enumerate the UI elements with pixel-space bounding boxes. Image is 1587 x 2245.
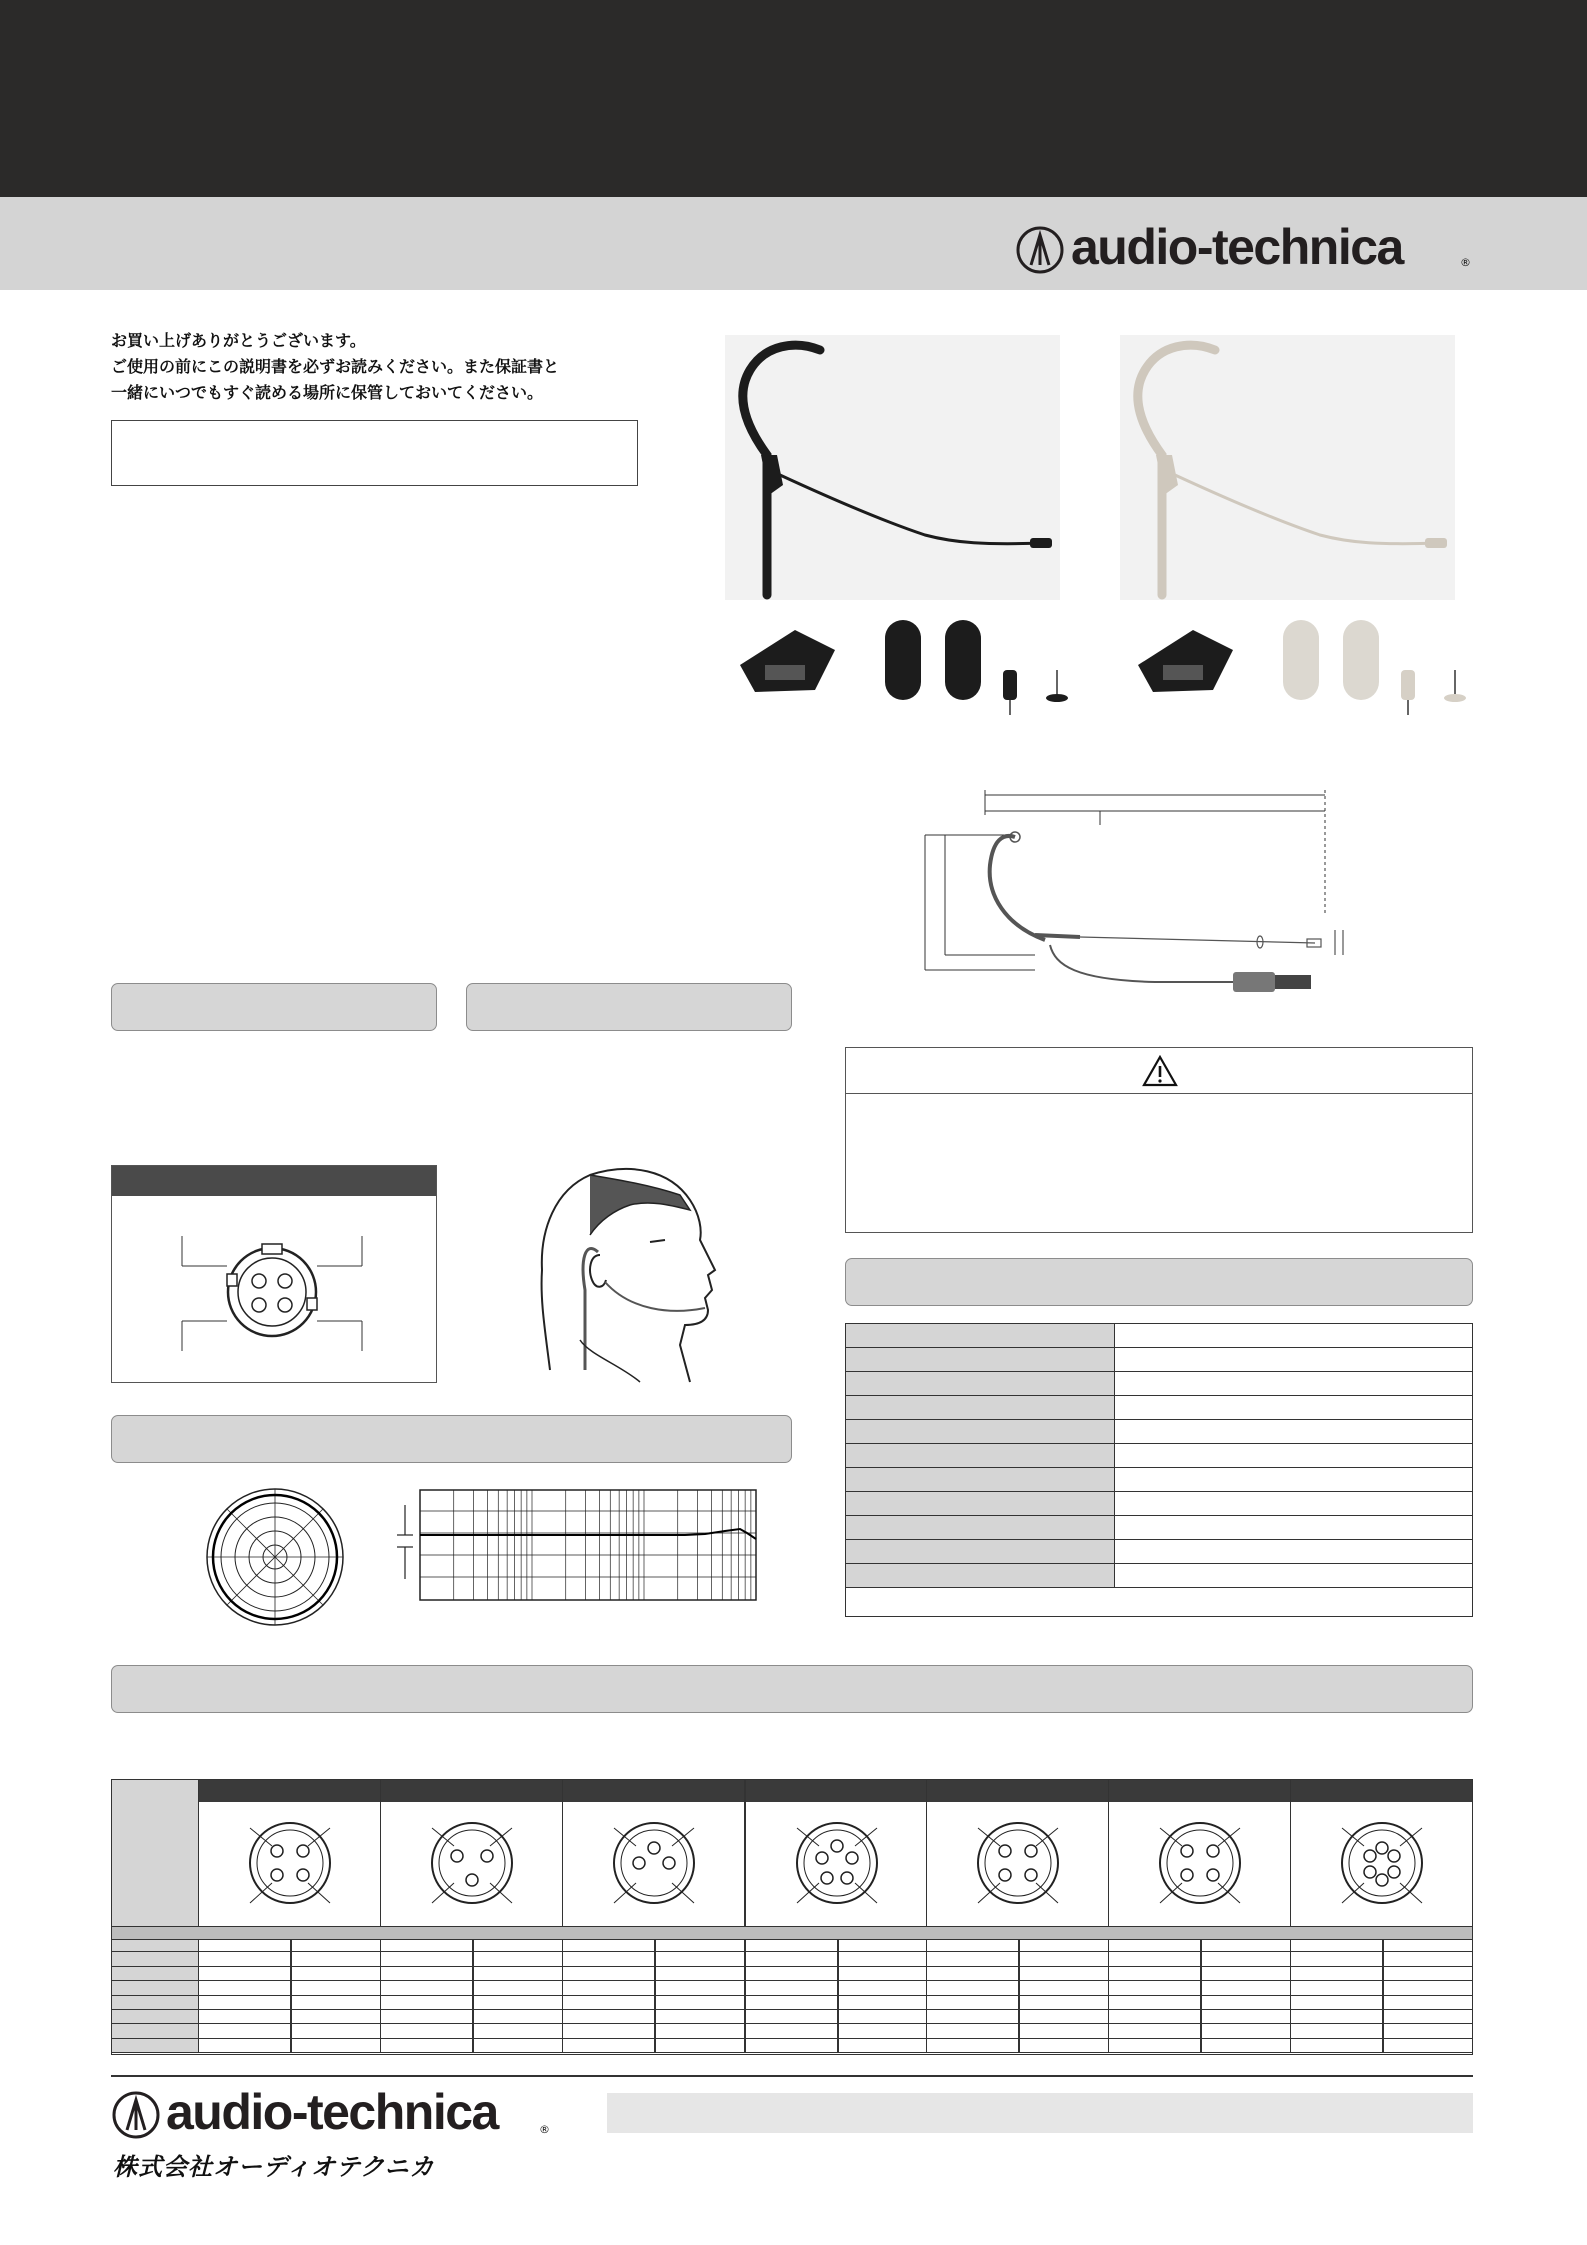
footer-brand-name: audio-technica xyxy=(166,2084,498,2140)
specs-row xyxy=(846,1420,1472,1444)
wiring-row xyxy=(112,1952,1472,1966)
specs-section-header xyxy=(845,1258,1473,1306)
product-photo-beige xyxy=(1120,335,1455,600)
wiring-row xyxy=(112,1981,1472,1995)
connector-diagram-icon xyxy=(777,1808,897,1918)
windscreen-large-icon xyxy=(885,620,921,700)
cap-icon xyxy=(1003,670,1017,700)
windscreen-small-icon xyxy=(1343,620,1379,700)
wiring-row xyxy=(112,2024,1472,2038)
specs-row xyxy=(846,1348,1472,1372)
footer-rule xyxy=(111,2075,1473,2077)
polar-pattern-icon xyxy=(205,1487,345,1627)
header-logo xyxy=(1015,219,1475,278)
footer-company-name: 株式会社オーディオテクニカ xyxy=(113,2153,435,2181)
specs-row xyxy=(846,1540,1472,1564)
connector-diagram-icon xyxy=(958,1808,1078,1918)
frequency-response-graph xyxy=(385,1487,760,1602)
intro-line-1: お買い上げありがとうございます。 xyxy=(111,331,366,350)
wiring-row xyxy=(112,2010,1472,2024)
caution-header xyxy=(846,1048,1472,1094)
windscreen-large-icon xyxy=(1283,620,1319,700)
footer-brand-registered: ® xyxy=(539,2123,550,2136)
specs-row xyxy=(846,1396,1472,1420)
connector-panel-header xyxy=(112,1166,436,1196)
header-brand-registered: ® xyxy=(1460,256,1471,269)
connector-panel xyxy=(111,1165,437,1383)
intro-line-2: ご使用の前にこの説明書を必ずお読みください。また保証書と xyxy=(111,357,560,376)
specs-row xyxy=(846,1516,1472,1540)
audio-technica-mark-icon xyxy=(111,2090,161,2140)
specs-row xyxy=(846,1444,1472,1468)
note-box xyxy=(111,420,638,486)
specs-row xyxy=(846,1492,1472,1516)
element-cover-icon xyxy=(1046,694,1068,702)
wiring-row xyxy=(112,2039,1472,2053)
specs-row xyxy=(846,1468,1472,1492)
clip-icon xyxy=(740,630,835,692)
windscreen-small-icon xyxy=(945,620,981,700)
wiring-table-corner xyxy=(112,1780,199,1802)
specs-row xyxy=(846,1324,1472,1348)
section-header-left-a xyxy=(111,983,437,1031)
dimension-drawing xyxy=(915,785,1345,1010)
element-cover-icon xyxy=(1444,694,1466,702)
accessories-black xyxy=(735,610,1075,720)
wearing-illustration xyxy=(530,1160,770,1385)
specs-row xyxy=(846,1564,1472,1588)
connector-diagram-icon xyxy=(230,1808,350,1918)
connector-diagram-icon xyxy=(1322,1808,1442,1918)
wiring-row xyxy=(112,1967,1472,1981)
accessories-beige xyxy=(1133,610,1473,720)
polar-section-header xyxy=(111,1415,792,1463)
footer-info-bar xyxy=(607,2093,1473,2133)
header-brand-name: audio-technica xyxy=(1071,219,1403,275)
intro-line-3: 一緒にいつでもすぐ読める場所に保管しておいてください。 xyxy=(111,383,544,402)
connector-diagram-icon xyxy=(1140,1808,1260,1918)
warning-triangle-icon xyxy=(1142,1055,1178,1087)
specs-table xyxy=(845,1323,1473,1617)
wiring-row xyxy=(112,1996,1472,2010)
connector-diagram-icon xyxy=(594,1808,714,1918)
connector-pinout-icon xyxy=(172,1226,372,1356)
audio-technica-mark-icon xyxy=(1015,225,1065,275)
footer-logo xyxy=(111,2085,551,2145)
connector-diagram-icon xyxy=(412,1808,532,1918)
clip-icon xyxy=(1138,630,1233,692)
intro-text xyxy=(111,328,671,406)
product-photo-black xyxy=(725,335,1060,600)
header-dark-band xyxy=(0,0,1587,197)
wiring-row xyxy=(112,1938,1472,1952)
section-header-left-b xyxy=(466,983,792,1031)
wiring-table xyxy=(111,1779,1473,2055)
wiring-section-header xyxy=(111,1665,1473,1713)
specs-row xyxy=(846,1372,1472,1396)
caution-box xyxy=(845,1047,1473,1233)
cap-icon xyxy=(1401,670,1415,700)
